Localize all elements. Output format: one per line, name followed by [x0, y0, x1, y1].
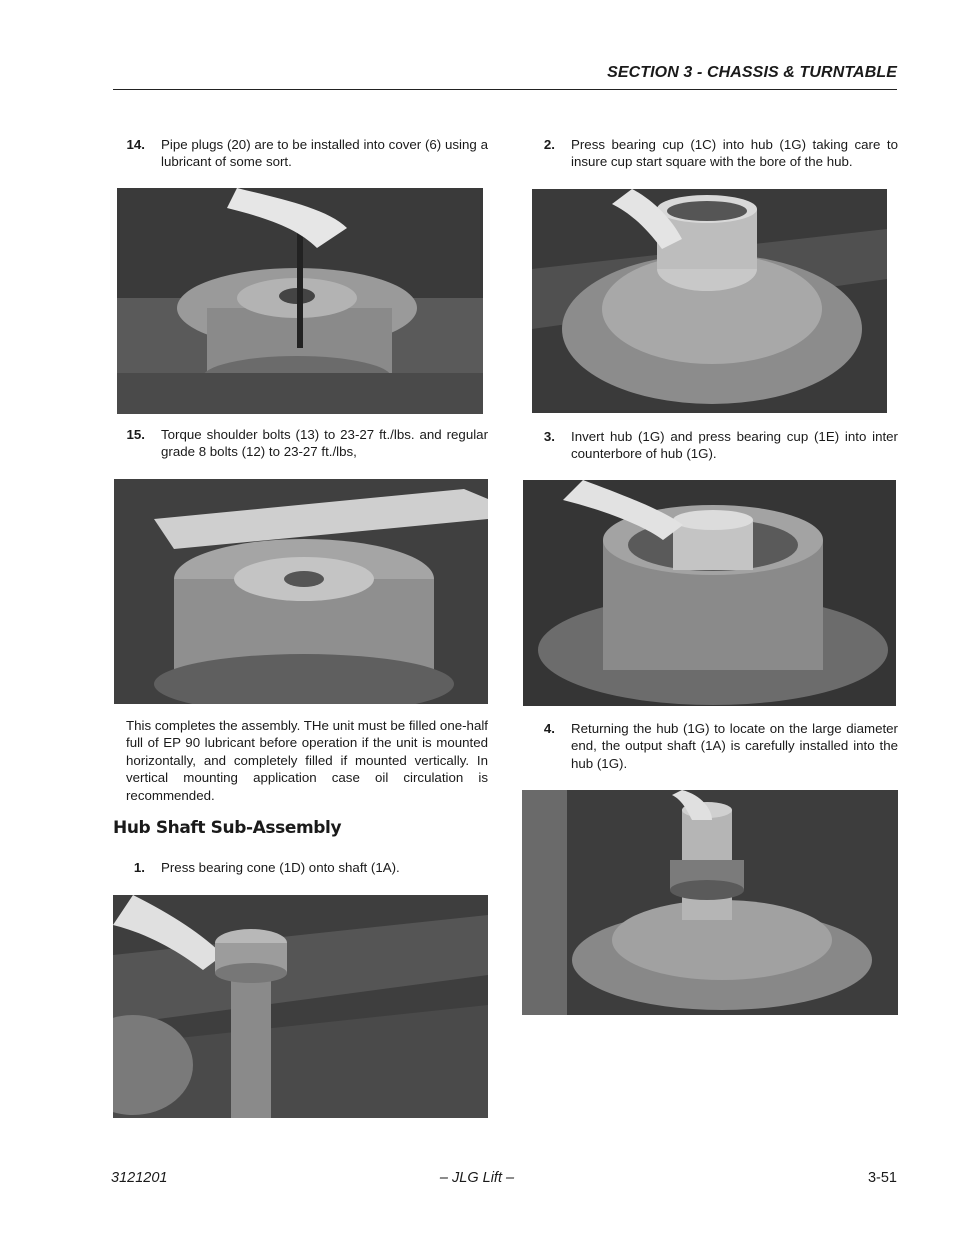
step-number: 4.: [543, 721, 555, 736]
step-2: [523, 136, 898, 172]
step-number: 1.: [133, 860, 145, 875]
step-text: Invert hub (1G) and press bearing cup (1E) into inter counterbore of hub (1G).: [571, 429, 898, 462]
step-number: 2.: [543, 137, 555, 152]
step-number: 3.: [543, 429, 555, 444]
photo-output-shaft-into-hub: [522, 790, 898, 1015]
completion-paragraph: This completes the assembly. THe unit must be filled one-half full of EP 90 lubricant before operation if the unit is mounted horizontally, and completely filled if mounted vertically. In vertical mounting application case oil circulation is recommended.: [126, 718, 488, 803]
subsection-heading: Hub Shaft Sub-Assembly: [113, 818, 342, 838]
header-divider: [113, 89, 897, 90]
photo-pipe-plugs-installation: [117, 188, 483, 414]
photo-bearing-cup-into-hub: [532, 189, 887, 413]
step-1: [113, 859, 488, 877]
step-text: Pipe plugs (20) are to be installed into cover (6) using a lubricant of some sort.: [161, 137, 488, 170]
step-3: [523, 428, 898, 464]
step-number: 14.: [126, 137, 145, 152]
step-text: Torque shoulder bolts (13) to 23-27 ft./lbs. and regular grade 8 bolts (12) to 23-27 ft./lbs,: [161, 427, 488, 460]
step-text: Returning the hub (1G) to locate on the large diameter end, the output shaft (1A) is carefully installed into the hub (1G).: [571, 721, 898, 771]
step-text: Press bearing cone (1D) onto shaft (1A).: [161, 860, 400, 875]
step-text: Press bearing cup (1C) into hub (1G) taking care to insure cup start square with the bore of the hub.: [571, 137, 898, 170]
photo-torque-bolts: [114, 479, 488, 704]
section-title: SECTION 3 - CHASSIS & TURNTABLE: [607, 64, 897, 81]
footer-doc-number: 3121201: [111, 1170, 168, 1186]
photo-invert-hub-bearing-cup: [523, 480, 896, 706]
step-14: [113, 136, 488, 172]
footer-center: – JLG Lift –: [439, 1170, 515, 1186]
step-number: 15.: [126, 427, 145, 442]
footer-page-number: 3-51: [867, 1170, 897, 1186]
photo-bearing-cone-on-shaft: [113, 895, 488, 1118]
step-4: [523, 720, 898, 774]
step-15: [113, 426, 488, 462]
